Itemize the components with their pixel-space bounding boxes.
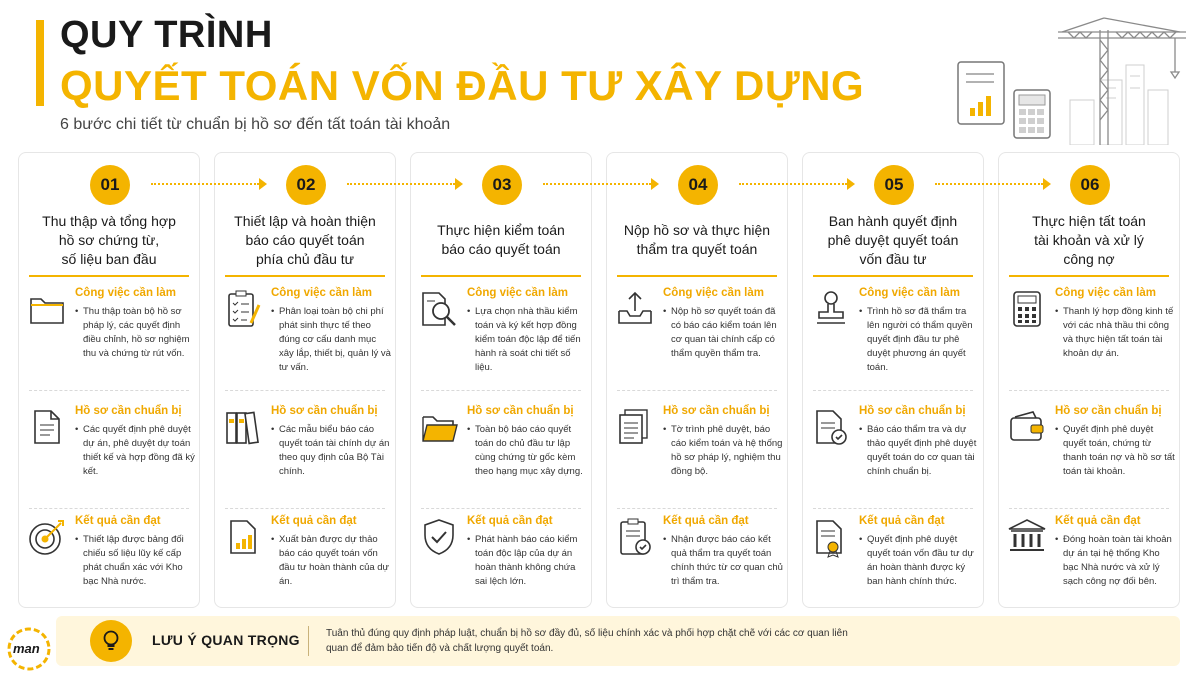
section-heading: Kết quả cần đạt [663,515,749,527]
step-title: Thực hiện tất toán tài khoản và xử lý công nợ [1032,212,1146,267]
section-heading: Kết quả cần đạt [859,515,945,527]
section-body: • Toàn bộ báo cáo quyết toán do chủ đầu tư lập cùng chứng từ gốc kèm theo hạng mục xây dựng. [467,423,587,479]
step-section-results [411,511,591,619]
note-text: Tuân thủ đúng quy định pháp luật, chuẩn bị hồ sơ đầy đủ, số liệu chính xác và phối hợp chặt chẽ với các cơ quan liên quan để đảm bảo tiến độ và chất lượng quyết toán. [326,628,848,654]
section-divider [1009,508,1169,509]
steps-container [18,152,1182,608]
section-heading: Kết quả cần đạt [75,515,161,527]
step-section-documents [607,401,787,509]
step-title-divider [813,275,973,277]
step-number-badge: 04 [678,165,718,205]
step-section-tasks [607,283,787,391]
step-card [18,152,200,608]
document-check-icon [809,405,853,449]
step-card [802,152,984,608]
step-title: Thực hiện kiểm toán báo cáo quyết toán [437,222,565,257]
section-body: • Tờ trình phê duyệt, báo cáo kiểm toán và hệ thống hồ sơ pháp lý, nghiệm thu đồng bộ. [663,423,783,479]
step-card [214,152,396,608]
step-section-tasks [803,283,983,391]
section-body: • Thanh lý hợp đồng kinh tế với các nhà thầu thi công và thực hiện tất toán tài khoản dự án. [1055,305,1175,361]
construction-illustration [950,10,1190,145]
page-title-line1: QUY TRÌNH [60,14,273,56]
section-heading: Công việc cần làm [663,287,764,299]
step-section-documents [999,401,1179,509]
step-connector [347,183,455,185]
section-heading: Hồ sơ cần chuẩn bị [663,405,770,417]
arrow-head-icon [847,178,855,190]
section-body: • Thu thập toàn bộ hồ sơ pháp lý, các quyết định điều chỉnh, hồ sơ nghiệm thu và chứng từ rút vốn. [75,305,195,361]
step-number-badge: 06 [1070,165,1110,205]
step-section-results [215,511,395,619]
step-number-badge: 02 [286,165,326,205]
section-divider [617,390,777,391]
bank-icon [1005,515,1049,559]
section-heading: Công việc cần làm [467,287,568,299]
important-note-banner [56,616,1180,666]
arrow-head-icon [259,178,267,190]
section-divider [421,508,581,509]
step-section-tasks [411,283,591,391]
section-heading: Kết quả cần đạt [467,515,553,527]
step-title-divider [29,275,189,277]
section-heading: Công việc cần làm [859,287,960,299]
document-icon [25,405,69,449]
step-number-badge: 01 [90,165,130,205]
section-heading: Công việc cần làm [271,287,372,299]
step-title: Thu thập và tổng hợp hồ sơ chứng từ, số liệu ban đầu [42,212,176,267]
section-heading: Hồ sơ cần chuẩn bị [1055,405,1162,417]
step-section-results [19,511,199,619]
section-heading: Công việc cần làm [1055,287,1156,299]
clipboard-check-icon [613,515,657,559]
section-body: • Đóng hoàn toàn tài khoản dự án tại hệ thống Kho bạc Nhà nước và xử lý sạch công nợ đối bên. [1055,533,1175,589]
checklist-icon [221,287,265,331]
magnifier-document-icon [417,287,461,331]
section-body: • Các quyết định phê duyệt dự án, phê duyệt dự toán thiết kế và hợp đồng đã ký kết. [75,423,195,479]
certificate-icon [809,515,853,559]
section-body: • Nhận được báo cáo kết quả thẩm tra quyết toán chính thức từ cơ quan chủ trì thẩm tra. [663,533,783,589]
target-icon [25,515,69,559]
section-divider [1009,390,1169,391]
step-connector [151,183,259,185]
section-heading: Kết quả cần đạt [1055,515,1141,527]
lightbulb-icon [90,620,132,662]
report-chart-icon [221,515,265,559]
open-folder-icon [417,405,461,449]
section-heading: Kết quả cần đạt [271,515,357,527]
step-section-results [607,511,787,619]
wallet-icon [1005,405,1049,449]
section-body: • Trình hồ sơ đã thẩm tra lên người có thẩm quyền quyết định đầu tư phê duyệt phương án quyết toán. [859,305,979,375]
section-divider [29,508,189,509]
step-section-results [999,511,1179,619]
step-card [606,152,788,608]
step-number-badge: 05 [874,165,914,205]
section-body: • Quyết định phê duyệt quyết toán vốn đầu tư dự án hoàn thành được ký ban hành chính thức. [859,533,979,589]
section-body: • Các mẫu biểu báo cáo quyết toán tài chính dự án theo quy định của Bộ Tài chính. [271,423,391,479]
section-divider [421,390,581,391]
section-divider [29,390,189,391]
section-divider [617,508,777,509]
section-body: • Lựa chọn nhà thầu kiểm toán và ký kết hợp đồng kiểm toán độc lập để tiến hành rà soát chi tiết số liệu. [467,305,587,375]
step-section-tasks [19,283,199,391]
section-divider [813,390,973,391]
step-connector [739,183,847,185]
step-title-divider [421,275,581,277]
step-card [410,152,592,608]
section-heading: Hồ sơ cần chuẩn bị [271,405,378,417]
section-heading: Hồ sơ cần chuẩn bị [75,405,182,417]
step-section-documents [19,401,199,509]
step-section-tasks [999,283,1179,391]
step-section-tasks [215,283,395,391]
step-title: Thiết lập và hoàn thiện báo cáo quyết toán phía chủ đầu tư [234,212,376,267]
note-label: LƯU Ý QUAN TRỌNG [152,632,300,648]
section-heading: Công việc cần làm [75,287,176,299]
step-connector [543,183,651,185]
section-divider [225,508,385,509]
calculator-icon [1005,287,1049,331]
step-connector [935,183,1043,185]
note-divider [308,626,309,656]
section-body: • Thiết lập được bảng đối chiếu số liệu lũy kế cấp phát chuẩn xác với Kho bạc Nhà nước. [75,533,195,589]
step-card [998,152,1180,608]
step-title-divider [1009,275,1169,277]
step-title: Nộp hồ sơ và thực hiện thẩm tra quyết toán [623,222,771,257]
step-number-badge: 03 [482,165,522,205]
section-body: • Phát hành báo cáo kiểm toán độc lập của dự án hoàn thành không chứa sai lệch lớn. [467,533,587,589]
section-body: • Xuất bản được dự thảo báo cáo quyết toán vốn đầu tư hoàn thành của dự án. [271,533,391,589]
upload-tray-icon [613,287,657,331]
section-body: • Quyết định phê duyệt quyết toán, chứng từ thanh toán nợ và hồ sơ tất toán tài khoản. [1055,423,1175,479]
step-title-divider [225,275,385,277]
step-section-documents [411,401,591,509]
folder-icon [25,287,69,331]
section-heading: Hồ sơ cần chuẩn bị [467,405,574,417]
section-divider [813,508,973,509]
shield-check-icon [417,515,461,559]
brand-logo-text: man [13,641,40,656]
section-body: • Phân loại toàn bộ chi phí phát sinh thực tế theo đúng cơ cấu danh mục xây lắp, thiết bị, quản lý và tư vấn. [271,305,391,375]
section-divider [225,390,385,391]
documents-stack-icon [613,405,657,449]
step-title: Ban hành quyết định phê duyệt quyết toán vốn đầu tư [827,212,959,267]
binders-icon [221,405,265,449]
stamp-icon [809,287,853,331]
arrow-head-icon [1043,178,1051,190]
step-section-documents [215,401,395,509]
section-body: • Nộp hồ sơ quyết toán đã có báo cáo kiểm toán lên cơ quan tài chính cấp có thẩm quyền thẩm tra. [663,305,783,361]
step-section-results [803,511,983,619]
step-section-documents [803,401,983,509]
section-body: • Báo cáo thẩm tra và dự thảo quyết định phê duyệt quyết toán do cơ quan tài chính chuẩn bị. [859,423,979,479]
title-accent-bar [36,20,44,106]
page-subtitle: 6 bước chi tiết từ chuẩn bị hồ sơ đến tất toán tài khoản [60,116,451,133]
page-title-line2: QUYẾT TOÁN VỐN ĐẦU TƯ XÂY DỰNG [60,62,865,109]
section-heading: Hồ sơ cần chuẩn bị [859,405,966,417]
step-title-divider [617,275,777,277]
arrow-head-icon [455,178,463,190]
arrow-head-icon [651,178,659,190]
